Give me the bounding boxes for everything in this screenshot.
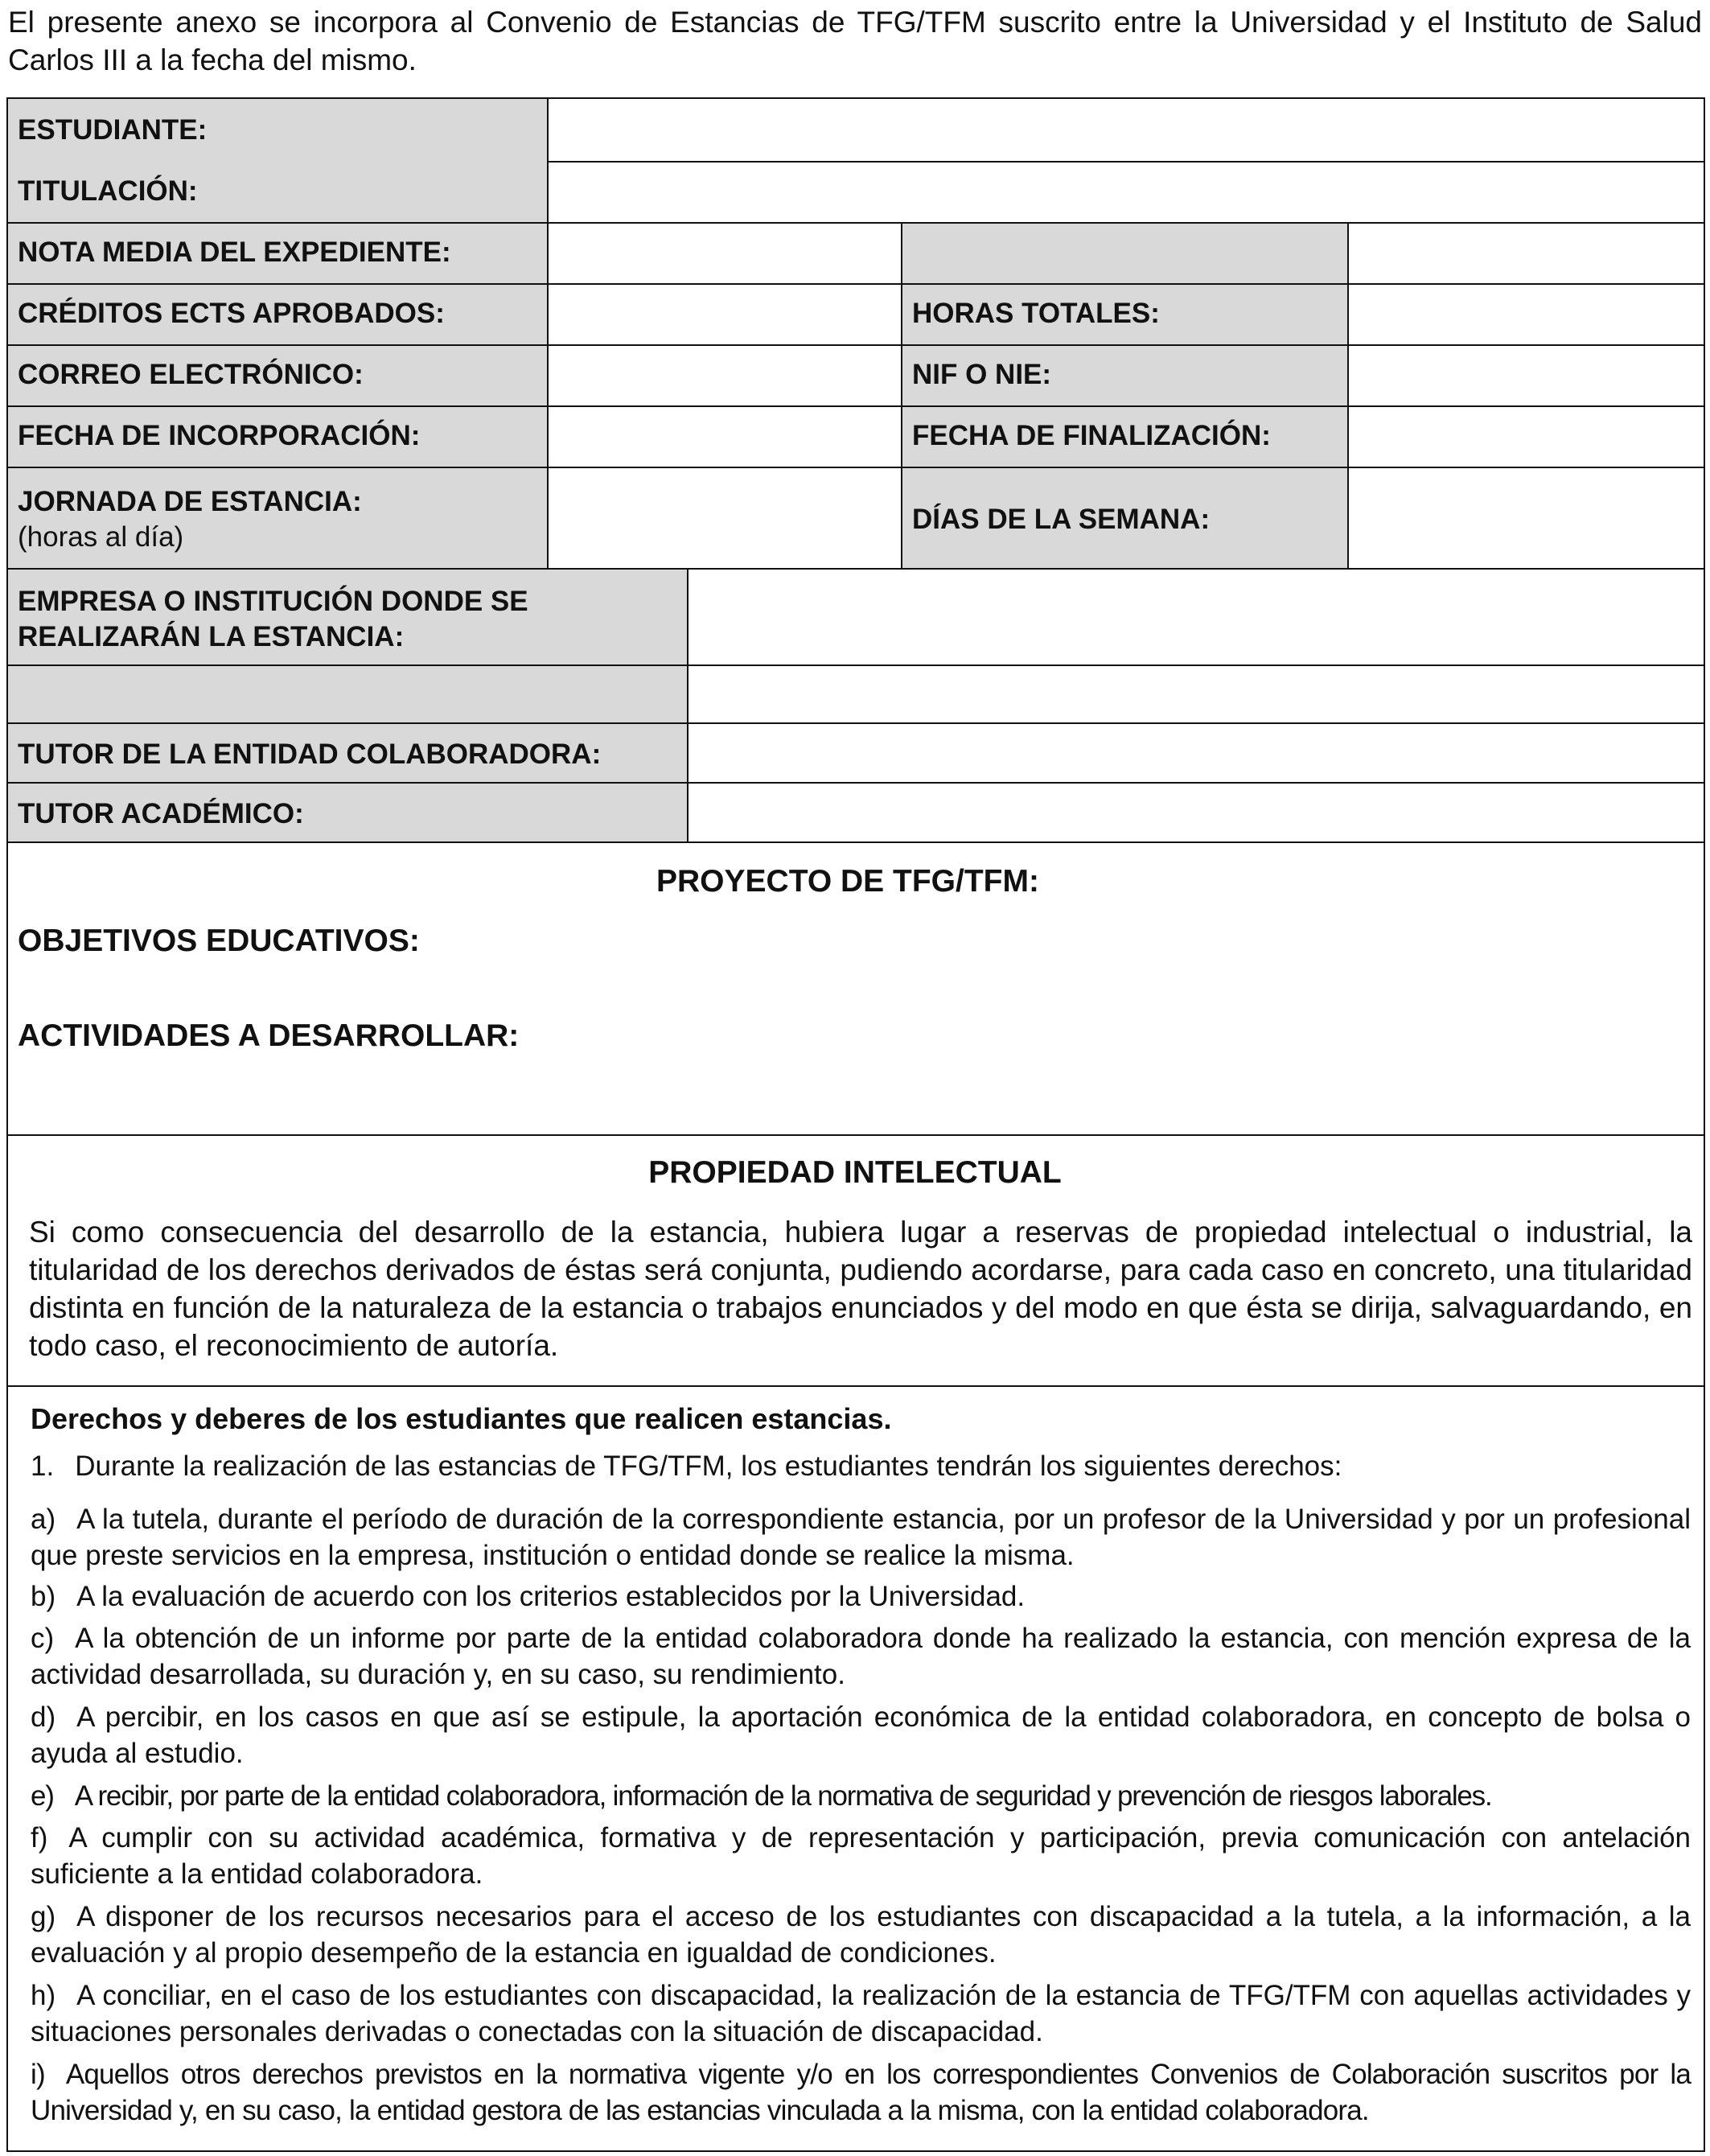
derecho-item-d [31,1699,1691,1771]
list-text: Aquellos otros derechos previstos en la normativa vigente y/o en los correspondientes Convenios de Colaboración suscritos por la Universidad y, en su caso, la entidad gestora de las estancias vinculada a la misma, con la entidad colaboradora. [31,2059,1691,2126]
label-tutor-academico: TUTOR ACADÉMICO: [18,798,304,829]
list-marker: 1. [31,1450,55,1482]
list-marker: a) [31,1504,56,1535]
rule [6,405,1705,407]
propiedad-text: Si como consecuencia del desarrollo de la estancia, hubiera lugar a reservas de propiedad intelectual o industrial, la titularidad de los derechos derivados de éstas será conjunta, pudiendo acordarse, para cada caso en concreto, una titularidad distinta en función de la naturaleza de la estancia o trabajos enunciados y del modo en que ésta se dirija, salvaguardando, en todo caso, el reconocimiento de autoría. [29,1216,1692,1362]
list-marker: h) [31,1980,56,2011]
derecho-item-a [31,1501,1691,1574]
label-nif-nie: NIF O NIE: [912,359,1052,390]
list-marker: c) [31,1623,55,1654]
rule [6,222,1705,224]
rule [6,841,1705,843]
list-marker: f) [31,1822,48,1854]
rule [6,568,1705,570]
label-creditos-ects: CRÉDITOS ECTS APROBADOS: [18,298,445,329]
label-fecha-finalizacion: FECHA DE FINALIZACIÓN: [912,420,1271,451]
label-dias-semana: DÍAS DE LA SEMANA: [912,504,1211,535]
derecho-item-h [31,1977,1691,2050]
label-jornada-estancia: JORNADA DE ESTANCIA: [18,486,362,517]
rule [6,1385,1705,1387]
list-text: A recibir, por parte de la entidad colaboradora, información de la normativa de seguridad y prevención de riesgos laborales. [74,1780,1492,1812]
list-marker: d) [31,1701,56,1733]
rule [549,161,1704,163]
derecho-item-b [31,1578,1691,1615]
list-text: A la tutela, durante el período de duración de la correspondiente estancia, por un profesor de la Universidad y por un profesional que preste servicios en la empresa, institución o entidad donde se realice la misma. [31,1504,1691,1571]
list-text: A la obtención de un informe por parte de la entidad colaboradora donde ha realizado la estancia, con mención expresa de la actividad desarrollada, su duración y, en su caso, su rendimiento. [31,1623,1691,1690]
rule [6,722,1705,724]
rule [6,283,1705,285]
rule [6,664,1705,666]
derecho-item-c [31,1620,1691,1693]
rule [6,1134,1705,1136]
label-horas-totales: HORAS TOTALES: [912,298,1160,329]
proyecto-title: PROYECTO DE TFG/TFM: [656,864,1039,899]
column-rule [1347,222,1349,570]
actividades-label: ACTIVIDADES A DESARROLLAR: [18,1018,520,1053]
derechos-title: Derechos y deberes de los estudiantes que realicen estancias. [31,1402,892,1435]
list-text: A la evaluación de acuerdo con los criterios establecidos por la Universidad. [76,1581,1026,1612]
label-jornada-sub: (horas al día) [18,521,184,553]
column-rule [547,97,549,570]
intro-paragraph: El presente anexo se incorpora al Convenio de Estancias de TFG/TFM suscrito entre la Universidad y el Instituto de Salud Carlos III a la fecha del mismo. [8,6,1702,76]
list-text: A cumplir con su actividad académica, formativa y de representación y participación, previa comunicación con antelación suficiente a la entidad colaboradora. [31,1822,1691,1890]
rule [6,344,1705,346]
label-empresa-line1: EMPRESA O INSTITUCIÓN DONDE SE [18,586,528,617]
label-correo-electronico: CORREO ELECTRÓNICO: [18,359,364,390]
rule [6,782,1705,784]
list-text: A conciliar, en el caso de los estudiantes con discapacidad, la realización de la estancia de TFG/TFM con aquellas actividades y situaciones personales derivadas o conectadas con la situación de discapacidad. [31,1980,1691,2047]
list-text: A percibir, en los casos en que así se estipule, la aportación económica de la entidad colaboradora, en concepto de bolsa o ayuda al estudio. [31,1701,1691,1769]
objetivos-label: OBJETIVOS EDUCATIVOS: [18,924,420,958]
label-tutor-entidad: TUTOR DE LA ENTIDAD COLABORADORA: [18,739,602,770]
list-marker: i) [31,2059,45,2090]
label-nota-media: NOTA MEDIA DEL EXPEDIENTE: [18,237,451,268]
label-estudiante: ESTUDIANTE: [18,114,208,146]
label-empresa-line2: REALIZARÁN LA ESTANCIA: [18,621,405,652]
column-rule [901,222,902,570]
derecho-item-f [31,1820,1691,1892]
list-text: A disponer de los recursos necesarios para el acceso de los estudiantes con discapacidad a la tutela, a la información, a la evaluación y al propio desempeño de la estancia en igualdad de condiciones. [31,1901,1691,1969]
label-titulacion: TITULACIÓN: [18,175,198,207]
derechos-intro [31,1448,1691,1484]
rule [6,467,1705,468]
column-rule [687,568,689,843]
derecho-item-g [31,1899,1691,1971]
label-fecha-incorporacion: FECHA DE INCORPORACIÓN: [18,420,421,451]
propiedad-title: PROPIEDAD INTELECTUAL [648,1155,1062,1190]
list-marker: g) [31,1901,56,1932]
list-marker: e) [31,1780,54,1812]
list-text: Durante la realización de las estancias de TFG/TFM, los estudiantes tendrán los siguientes derechos: [75,1450,1342,1482]
list-marker: b) [31,1581,56,1612]
derecho-item-i [31,2056,1691,2129]
derecho-item-e [31,1778,1691,1814]
